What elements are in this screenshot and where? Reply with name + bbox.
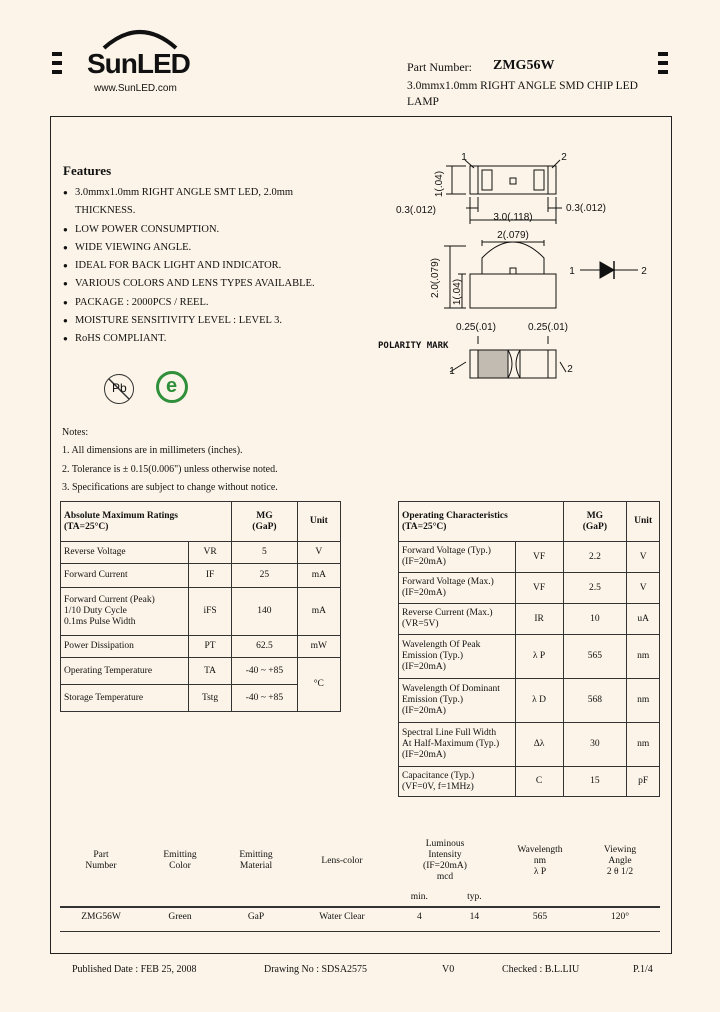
abs-max-header: Absolute Maximum Ratings (TA=25°C) <box>61 502 232 542</box>
footer-checked: Checked : B.L.LIU <box>502 964 580 975</box>
table-row: Reverse Current (Max.) (VR=5V) IR 10 uA <box>399 604 660 635</box>
dim-width: 3.0(.118) <box>493 212 533 223</box>
features-title: Features <box>63 163 112 178</box>
table-row: Storage Temperature Tstg -40 ~ +85 <box>61 685 341 712</box>
part-description-line2: LAMP <box>407 96 439 108</box>
bottom-pin2-label: 2 <box>567 364 573 375</box>
left-bar-marks <box>52 52 62 79</box>
dim-pad-left: 0.25(.01) <box>455 322 497 333</box>
feature-item: ● MOISTURE SENSITIVITY LEVEL : LEVEL 3. <box>63 312 363 330</box>
pb-label: Pb <box>112 381 127 395</box>
note-item: 1. All dimensions are in millimeters (inches). <box>62 445 243 457</box>
dim-total-height: 2.0(.079) <box>430 257 441 299</box>
polarity-mark-label: POLARITY MARK <box>378 341 449 351</box>
feature-item: ● VARIOUS COLORS AND LENS TYPES AVAILABLE. <box>63 275 363 293</box>
sunled-logo-arc-icon <box>100 26 180 50</box>
feature-item: ● PACKAGE : 2000PCS / REEL. <box>63 294 363 312</box>
selection-subheader-row: min. typ. <box>410 892 482 903</box>
footer-published-date: Published Date : FEB 25, 2008 <box>72 964 197 975</box>
part-number: ZMG56W <box>493 58 555 73</box>
features-list <box>63 184 363 349</box>
table-row: Wavelength Of Dominant Emission (Typ.) (IF=20mA) λ D 568 nm <box>399 679 660 723</box>
table-row: Reverse Voltage VR 5 V <box>61 542 341 564</box>
footer-drawing-no: Drawing No : SDSA2575 <box>264 964 368 975</box>
pin1-label: 1 <box>461 152 467 163</box>
brand-logo: SunLED <box>87 48 190 79</box>
op-char-header: Operating Characteristics (TA=25°C) <box>399 502 564 542</box>
table-row: Wavelength Of Peak Emission (Typ.) (IF=20mA) λ P 565 nm <box>399 635 660 679</box>
selection-divider <box>60 907 660 908</box>
symbol-pin1: 1 <box>569 266 575 277</box>
dim-lens-width: 2(.079) <box>497 230 529 241</box>
feature-item: ● RoHS COMPLIANT. <box>63 330 363 348</box>
dim-right-margin: 0.3(.012) <box>565 203 607 214</box>
footer-version: V0 <box>442 964 455 975</box>
table-row: Power Dissipation PT 62.5 mW <box>61 636 341 658</box>
bottom-pin1-label: 1 <box>449 366 455 377</box>
abs-max-material-header: MG (GaP) <box>232 502 297 542</box>
dim-height-top: 1(.04) <box>434 170 445 198</box>
footer-page: P.1/4 <box>633 964 653 975</box>
abs-max-unit-header: Unit <box>297 502 340 542</box>
table-row: ZMG56W Green GaP Water Clear 4 14 565 120° <box>60 906 660 928</box>
table-row: Forward Current (Peak) 1/10 Duty Cycle 0.1ms Pulse Width iFS 140 mA <box>61 588 341 636</box>
table-row: Operating Temperature TA -40 ~ +85 °C <box>61 658 341 685</box>
dim-pad-right: 0.25(.01) <box>527 322 569 333</box>
pin2-label: 2 <box>561 152 567 163</box>
table-row: Forward Voltage (Max.) (IF=20mA) VF 2.5 V <box>399 573 660 604</box>
selection-guide-table <box>60 832 660 928</box>
symbol-pin2: 2 <box>641 266 647 277</box>
package-dimension-drawing <box>370 150 660 390</box>
part-description-line1: 3.0mmx1.0mm RIGHT ANGLE SMD CHIP LED <box>407 80 638 92</box>
note-item: 2. Tolerance is ± 0.15(0.006") unless otherwise noted. <box>62 463 278 475</box>
part-number-label: Part Number: <box>407 60 472 74</box>
table-row: Spectral Line Full Width At Half-Maximum (Typ.) (IF=20mA) Δλ 30 nm <box>399 723 660 767</box>
note-item: 3. Specifications are subject to change without notice. <box>62 481 278 493</box>
website-link[interactable]: www.SunLED.com <box>94 83 177 94</box>
feature-item: ● LOW POWER CONSUMPTION. <box>63 221 363 239</box>
feature-item: ● WIDE VIEWING ANGLE. <box>63 239 363 257</box>
rohs-icon <box>156 371 188 403</box>
notes-title: Notes: <box>62 427 89 438</box>
table-row: Forward Voltage (Typ.) (IF=20mA) VF 2.2 V <box>399 542 660 573</box>
right-bar-marks <box>658 52 668 79</box>
feature-item: ● IDEAL FOR BACK LIGHT AND INDICATOR. <box>63 257 363 275</box>
feature-item: ● 3.0mmx1.0mm RIGHT ANGLE SMT LED, 2.0mm <box>63 184 363 202</box>
table-row: Forward Current IF 25 mA <box>61 564 341 588</box>
op-char-material-header: MG (GaP) <box>563 502 627 542</box>
pb-free-icon <box>104 374 134 404</box>
table-row: Capacitance (Typ.) (VF=0V, f=1MHz) C 15 pF <box>399 767 660 797</box>
feature-item: THICKNESS. <box>75 205 136 217</box>
selection-header-row: Part Number Emitting Color Emitting Material Lens-color Luminous Intensity (IF=20mA) mcd Wavelength nm λ P Viewing Angle 2 θ 1/2 <box>85 839 637 882</box>
operating-characteristics-table <box>398 501 660 797</box>
rohs-label: e <box>166 375 178 397</box>
absolute-max-ratings-table <box>60 501 341 712</box>
op-char-unit-header: Unit <box>627 502 660 542</box>
notes-section <box>62 424 278 497</box>
dim-base-height: 1(.04) <box>452 278 463 306</box>
selection-divider-bottom <box>60 931 660 932</box>
dim-left-margin: 0.3(.012) <box>395 205 437 216</box>
